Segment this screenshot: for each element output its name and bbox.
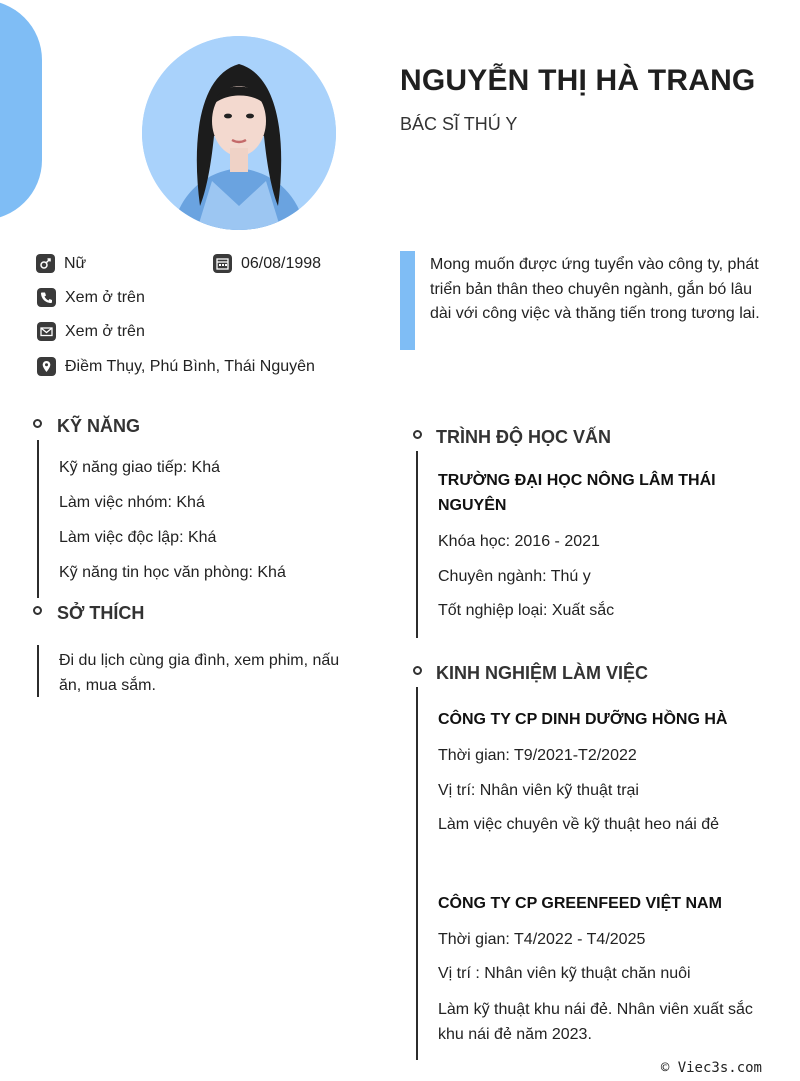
gender-icon [36, 254, 55, 273]
candidate-name: NGUYỄN THỊ HÀ TRANG [400, 64, 756, 97]
job-company: CÔNG TY CP GREENFEED VIỆT NAM [438, 895, 722, 912]
email-value: Xem ở trên [65, 322, 145, 340]
experience-bullet-icon [413, 666, 422, 675]
address-value: Điềm Thụy, Phú Bình, Thái Nguyên [65, 357, 315, 375]
job-time: Thời gian: T4/2022 - T4/2025 [438, 931, 646, 948]
job-title: BÁC SĨ THÚ Y [400, 114, 518, 134]
job-position: Vị trí : Nhân viên kỹ thuật chăn nuôi [438, 965, 691, 982]
hobbies-timeline [37, 645, 39, 697]
career-objective: Mong muốn được ứng tuyển vào công ty, phát triển bản thân theo chuyên ngành, gắn bó lâu dài với công việc và thăng tiến trong tương lai. [430, 256, 760, 322]
job-description: Làm kỹ thuật khu nái đẻ. Nhân viên xuất sắc khu nái đẻ năm 2023. [438, 1001, 753, 1043]
hobbies-section-title: SỞ THÍCH [57, 603, 145, 623]
skills-timeline [37, 440, 39, 598]
education-bullet-icon [413, 430, 422, 439]
education-timeline [416, 451, 418, 638]
gender-row [36, 254, 86, 273]
experience-section-title: KINH NGHIỆM LÀM VIỆC [436, 663, 649, 683]
avatar [142, 36, 336, 230]
skill-item: Kỹ năng tin học văn phòng: Khá [59, 564, 286, 581]
job-company: CÔNG TY CP DINH DƯỠNG HỒNG HÀ [438, 711, 728, 728]
education-grade: Tốt nghiệp loại: Xuất sắc [438, 602, 615, 619]
hobbies-bullet-icon [33, 606, 42, 615]
watermark: © Viec3s.com [660, 1060, 762, 1076]
skill-item: Kỹ năng giao tiếp: Khá [59, 459, 221, 476]
experience-timeline [416, 687, 418, 1060]
calendar-icon [213, 254, 232, 273]
location-pin-icon [37, 357, 56, 376]
hobbies-text: Đi du lịch cùng gia đình, xem phim, nấu ăn, mua sắm. [59, 652, 340, 694]
corner-decoration [0, 0, 42, 220]
education-course: Khóa học: 2016 - 2021 [438, 533, 600, 550]
gender-value: Nữ [64, 254, 87, 272]
phone-value: Xem ở trên [65, 288, 145, 306]
skill-item: Làm việc độc lập: Khá [59, 529, 217, 546]
email-icon [37, 322, 56, 341]
phone-icon [37, 288, 56, 307]
objective-accent-bar [400, 251, 415, 350]
education-major: Chuyên ngành: Thú y [438, 568, 591, 585]
job-description: Làm việc chuyên về kỹ thuật heo nái đẻ [438, 816, 720, 833]
address-row [37, 357, 315, 376]
skill-item: Làm việc nhóm: Khá [59, 494, 205, 511]
dob-value: 06/08/1998 [241, 254, 322, 272]
phone-row [37, 288, 145, 307]
skills-section-title: KỸ NĂNG [57, 416, 141, 436]
email-row [37, 322, 145, 341]
education-section-title: TRÌNH ĐỘ HỌC VẤN [436, 427, 611, 447]
school-name: TRƯỜNG ĐẠI HỌC NÔNG LÂM THÁI NGUYÊN [438, 472, 716, 514]
skills-bullet-icon [33, 419, 42, 428]
job-time: Thời gian: T9/2021-T2/2022 [438, 747, 637, 764]
job-position: Vị trí: Nhân viên kỹ thuật trại [438, 782, 639, 799]
dob-row [213, 254, 321, 273]
